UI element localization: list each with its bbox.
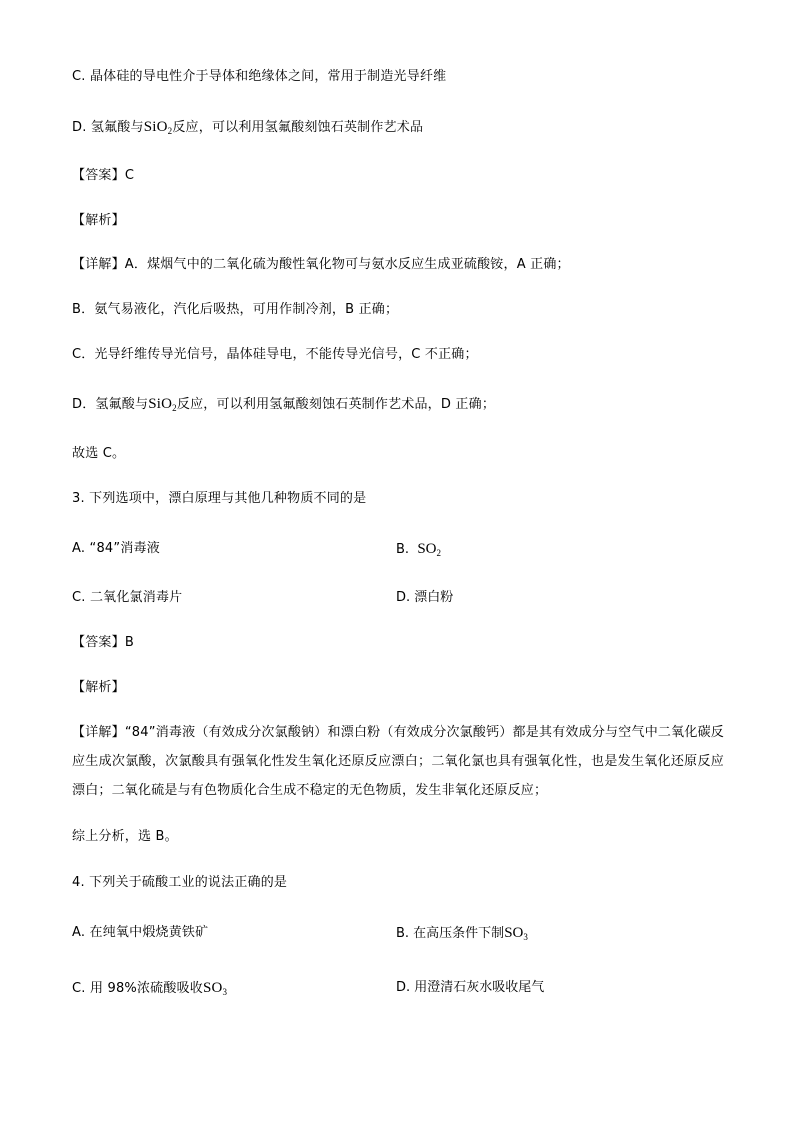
q2-option-d-post: 反应，可以利用氢氟酸刻蚀石英制作艺术品 (172, 120, 424, 135)
formula-sio2: SiO$_2$ (143, 119, 173, 136)
q4-option-c: C. 用 98%浓硫酸吸收$SO_3$ (72, 980, 228, 997)
q2-detail-1: 【详解】A．煤烟气中的二氧化硫为酸性氧化物可与氨水反应生成亚硫酸铵，A 正确； (72, 257, 570, 272)
q2-answer (72, 165, 134, 187)
q4-option-a: A. 在纯氧中煅烧黄铁矿 (72, 925, 209, 940)
formula-so3: $SO_3$ (504, 925, 528, 942)
q3-option-b: B. $SO_2$ (396, 541, 442, 558)
q2-detail-4 (72, 393, 495, 416)
q2-detail-4-post: 反应，可以利用氢氟酸刻蚀石英制作艺术品，D 正确； (176, 397, 496, 412)
q2-option-d (72, 116, 423, 139)
answer-value: B (124, 635, 134, 650)
answer-label: 【答案】 (72, 635, 125, 650)
q2-detail-2: B．氨气易液化，汽化后吸热，可用作制冷剂，B 正确； (72, 302, 399, 317)
formula-sio2: SiO$_2$ (148, 396, 177, 413)
q3-stem: 3. 下列选项中，漂白原理与其他几种物质不同的是 (72, 491, 367, 506)
formula-so3: $SO_3$ (202, 980, 228, 997)
q2-detail-3: C．光导纤维传导光信号，晶体硅导电，不能传导光信号，C 不正确； (72, 347, 478, 362)
q3-conclusion: 综上分析，选 B。 (72, 829, 178, 844)
q3-option-a: A. “84”消毒液 (72, 541, 160, 556)
q3-answer (72, 632, 134, 654)
formula-so2: $SO_2$ (417, 541, 442, 558)
answer-label: 【答案】 (72, 168, 125, 183)
q3-option-c: C. 二氧化氯消毒片 (72, 590, 183, 605)
q4-option-d: D. 用澄清石灰水吸收尾气 (396, 980, 545, 995)
answer-value: C (124, 168, 135, 183)
q4-option-b: B. 在高压条件下制$SO_3$ (396, 925, 528, 942)
q4-stem: 4. 下列关于硫酸工业的说法正确的是 (72, 875, 288, 890)
q2-option-c: C. 晶体硅的导电性介于导体和绝缘体之间，常用于制造光导纤维 (72, 69, 447, 84)
q2-detail-4-pre: D．氢氟酸与 (72, 397, 149, 412)
q2-analysis-label: 【解析】 (72, 213, 125, 228)
q2-option-d-pre: D. 氢氟酸与 (72, 120, 144, 135)
q3-option-d: D. 漂白粉 (396, 590, 454, 605)
q3-detail: 【详解】“84”消毒液（有效成分次氯酸钠）和漂白粉（有效成分次氯酸钙）都是其有效成分与空气中二氧化碳反应生成次氯酸，次氯酸具有强氧化性发生氧化还原反应漂白；二氧化氯也具有强氧化性，也是发生氧化还原反应漂白；二氧化硫是与有色物质化合生成不稳定的无色物质，发生非氧化还原反应； (72, 725, 724, 798)
q2-conclusion: 故选 C。 (72, 446, 126, 461)
q3-analysis-label: 【解析】 (72, 680, 125, 695)
